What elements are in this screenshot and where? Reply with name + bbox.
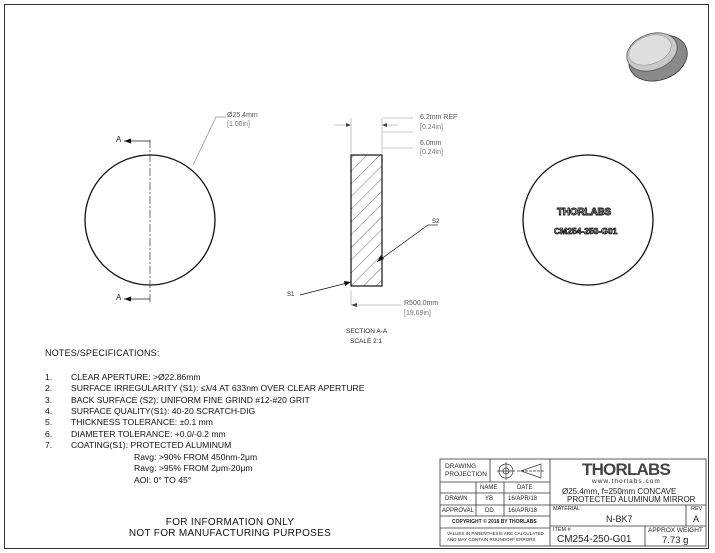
isometric-mirror-icon	[621, 26, 693, 89]
note-item	[45, 383, 405, 394]
note-text: COATING(S1): PROTECTED ALUMINUM	[71, 439, 232, 450]
material-label: MATERIAL	[553, 506, 581, 512]
coating-detail: Ravg: >95% FROM 2μm-20μm	[134, 463, 253, 474]
drawn-date: 16/APR/18	[508, 496, 538, 502]
note-number: 5.	[45, 417, 53, 428]
values-note-2: AND MAY CONTAIN ROUNDOFF ERRORS	[447, 537, 536, 542]
notes-title: NOTES/SPECIFICATIONS:	[45, 348, 160, 358]
note-number: 4.	[45, 405, 53, 416]
projection-symbol-icon	[497, 462, 545, 480]
note-text: THICKNESS TOLERANCE: ±0.1 mm	[71, 417, 213, 428]
thickness-ref-dimension-inches: [0.24in]	[420, 124, 443, 131]
values-note-1: VALUES IN PARENTHESIS ARE CALCULATED	[447, 531, 544, 536]
disclaimer-line-1: FOR INFORMATION ONLY	[165, 517, 295, 528]
diameter-dimension-inches: [1.00in]	[227, 121, 250, 128]
note-item	[45, 406, 405, 417]
part-description-2: PROTECTED ALUMINUM MIRROR	[567, 495, 696, 504]
material-value: N-BK7	[606, 514, 633, 524]
col-date-header: DATE	[517, 485, 533, 491]
drawn-name: YB	[485, 496, 494, 502]
diameter-leader	[193, 117, 216, 165]
weight-label: APPROX WEIGHT	[648, 527, 703, 534]
note-number: 6.	[45, 428, 53, 439]
section-arrow-top	[124, 139, 131, 144]
note-item	[45, 440, 405, 451]
note-item	[45, 395, 405, 406]
engraving-brand: THORLABS	[557, 207, 611, 218]
section-arrow-bottom	[124, 297, 131, 302]
s2-leader	[377, 225, 428, 262]
rev-value: A	[693, 514, 700, 524]
note-number: 1.	[45, 372, 53, 382]
note-item	[45, 372, 405, 383]
edge-thickness-dimension: 6.0mm	[420, 140, 442, 147]
note-number: 7.	[45, 439, 53, 450]
projection-label-2: PROJECTION	[445, 471, 487, 478]
approval-date: 16/APR/18	[508, 508, 538, 514]
drawn-label: DRAWN	[445, 496, 468, 502]
approval-name: DD	[485, 508, 494, 514]
back-view-circle	[523, 155, 653, 285]
section-marker-bottom: A	[116, 293, 122, 302]
note-item	[45, 417, 405, 428]
diameter-dimension: Ø25.4mm	[227, 112, 258, 119]
projection-label-1: DRAWING	[445, 463, 477, 470]
copyright: COPYRIGHT © 2018 BY THORLABS	[452, 519, 537, 525]
thickness-ref-dimension: 6.2mm REF	[420, 114, 458, 121]
note-number: 2.	[45, 383, 53, 394]
section-scale: SCALE 2:1	[350, 338, 383, 345]
thorlabs-logo: THORLABS	[582, 460, 671, 479]
weight-value: 7.73 g	[662, 535, 689, 546]
approval-label: APPROVAL	[442, 508, 474, 514]
thorlabs-website: www.thorlabs.com	[592, 478, 661, 485]
section-caption: SECTION A-A	[346, 328, 388, 335]
part-description-1: Ø25.4mm, f=250mm CONCAVE	[562, 487, 677, 496]
edge-thickness-dimension-inches: [0.24in]	[420, 149, 443, 156]
note-text: CLEAR APERTURE: >Ø22.86mm	[71, 372, 201, 382]
s1-leader	[300, 282, 351, 295]
note-number: 3.	[45, 394, 53, 405]
note-text: DIAMETER TOLERANCE: +0.0/-0.2 mm	[71, 428, 226, 439]
col-name-header: NAME	[480, 485, 498, 491]
disclaimer-line-2: NOT FOR MANUFACTURING PURPOSES	[128, 528, 332, 539]
note-text: SURFACE QUALITY(S1): 40-20 SCRATCH-DIG	[71, 405, 256, 416]
note-text: SURFACE IRREGULARITY (S1): ≤λ/4 AT 633nm OVER CLEAR APERTURE	[71, 383, 365, 394]
item-value: CM254-250-G01	[557, 534, 632, 545]
note-text: BACK SURFACE (S2): UNIFORM FINE GRIND #12-#20 GRIT	[71, 394, 310, 405]
radius-dimension-inches: [19.69in]	[404, 310, 431, 317]
coating-detail: Ravg: >90% FROM 450nm-2μm	[134, 452, 258, 462]
radius-dimension: R500.0mm	[404, 300, 439, 307]
item-label: ITEM #	[553, 527, 571, 533]
coating-detail: AOI: 0° TO 45°	[134, 474, 192, 485]
mirror-cross-section	[351, 155, 382, 286]
surface-1-label: S1	[287, 292, 295, 298]
surface-2-label: S2	[432, 219, 440, 225]
engraving-part-number: CM254-250-G01	[554, 226, 618, 236]
section-marker-top: A	[116, 135, 122, 144]
note-item	[45, 429, 405, 440]
rev-label: REV	[691, 506, 703, 512]
